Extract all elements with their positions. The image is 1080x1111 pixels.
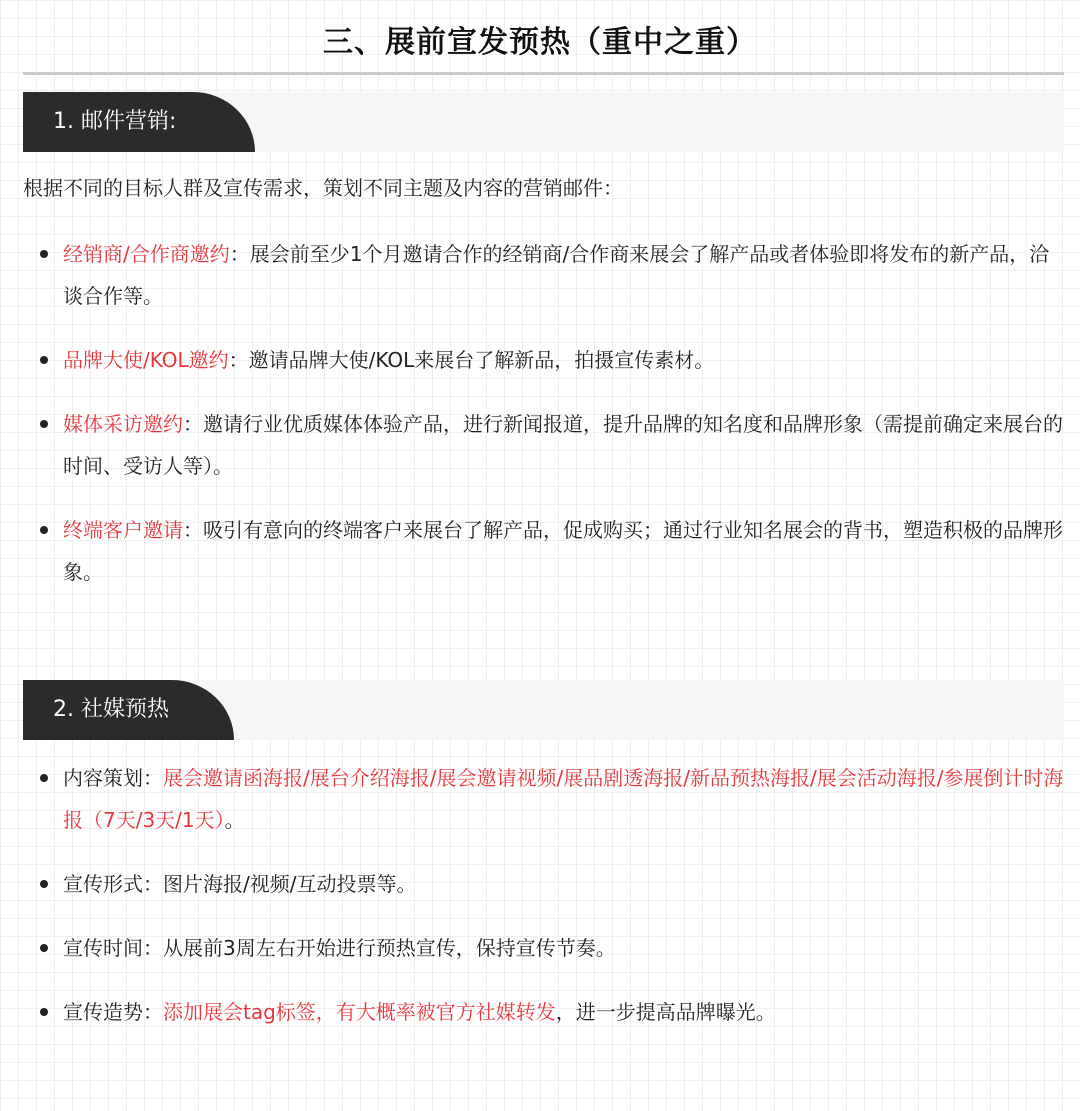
section-header-email-marketing bbox=[23, 92, 1064, 152]
section-intro: 根据不同的目标人群及宣传需求，策划不同主题及内容的营销邮件： bbox=[23, 176, 623, 200]
item-text: 邀请品牌大使/KOL来展台了解新品，拍摄宣传素材。 bbox=[248, 348, 715, 372]
item-separator: ： bbox=[228, 348, 249, 372]
page-title: 三、展前宣发预热（重中之重） bbox=[323, 25, 757, 60]
section-tab: 1. 邮件营销: bbox=[23, 92, 255, 152]
list-item bbox=[23, 509, 1068, 593]
list-item bbox=[23, 991, 1068, 1033]
item-label: 终端客户邀请 bbox=[63, 518, 183, 542]
bullet-dot-icon bbox=[40, 250, 48, 258]
section-header-social-media bbox=[23, 680, 1064, 740]
section-tab: 2. 社媒预热 bbox=[23, 680, 234, 740]
list-item bbox=[23, 757, 1068, 841]
list-item bbox=[23, 403, 1068, 487]
item-label: 品牌大使/KOL邀约 bbox=[63, 348, 229, 372]
item-highlight: 添加展会tag标签，有大概率被官方社媒转发 bbox=[163, 1000, 556, 1024]
item-suffix: 。 bbox=[224, 808, 245, 832]
bullet-dot-icon bbox=[40, 526, 48, 534]
list-item bbox=[23, 233, 1068, 317]
title-divider bbox=[23, 72, 1064, 75]
bullet-dot-icon bbox=[40, 1008, 48, 1016]
item-suffix: 从展前3周左右开始进行预热宣传，保持宣传节奏。 bbox=[163, 936, 616, 960]
list-item bbox=[23, 339, 1068, 381]
item-prefix: 宣传形式： bbox=[63, 872, 163, 896]
bullet-dot-icon bbox=[40, 774, 48, 782]
item-label: 经销商/合作商邀约 bbox=[63, 242, 230, 266]
item-separator: ： bbox=[183, 412, 203, 436]
social-media-list bbox=[23, 757, 1068, 1055]
bullet-dot-icon bbox=[40, 880, 48, 888]
item-suffix: 图片海报/视频/互动投票等。 bbox=[163, 872, 417, 896]
item-prefix: 内容策划： bbox=[63, 766, 163, 790]
bullet-dot-icon bbox=[40, 944, 48, 952]
item-highlight: 展会邀请函海报/展台介绍海报/展会邀请视频/展品剧透海报/新品预热海报/展会活动海报/参展倒计时海报（7天/3天/1天） bbox=[63, 766, 1064, 832]
item-prefix: 宣传造势： bbox=[63, 1000, 163, 1024]
item-label: 媒体采访邀约 bbox=[63, 412, 183, 436]
item-separator: ： bbox=[183, 518, 203, 542]
item-prefix: 宣传时间： bbox=[63, 936, 163, 960]
item-text: 展会前至少1个月邀请合作的经销商/合作商来展会了解产品或者体验即将发布的新产品，洽谈合作等。 bbox=[63, 242, 1050, 308]
list-item bbox=[23, 863, 1068, 905]
email-marketing-list bbox=[23, 233, 1068, 615]
item-text: 吸引有意向的终端客户来展台了解产品，促成购买；通过行业知名展会的背书，塑造积极的品牌形象。 bbox=[63, 518, 1063, 584]
item-suffix: ，进一步提高品牌曝光。 bbox=[555, 1000, 776, 1024]
item-separator: ： bbox=[229, 242, 250, 266]
item-text: 邀请行业优质媒体体验产品，进行新闻报道，提升品牌的知名度和品牌形象（需提前确定来展台的时间、受访人等）。 bbox=[63, 412, 1063, 478]
bullet-dot-icon bbox=[40, 420, 48, 428]
bullet-dot-icon bbox=[40, 356, 48, 364]
list-item bbox=[23, 927, 1068, 969]
